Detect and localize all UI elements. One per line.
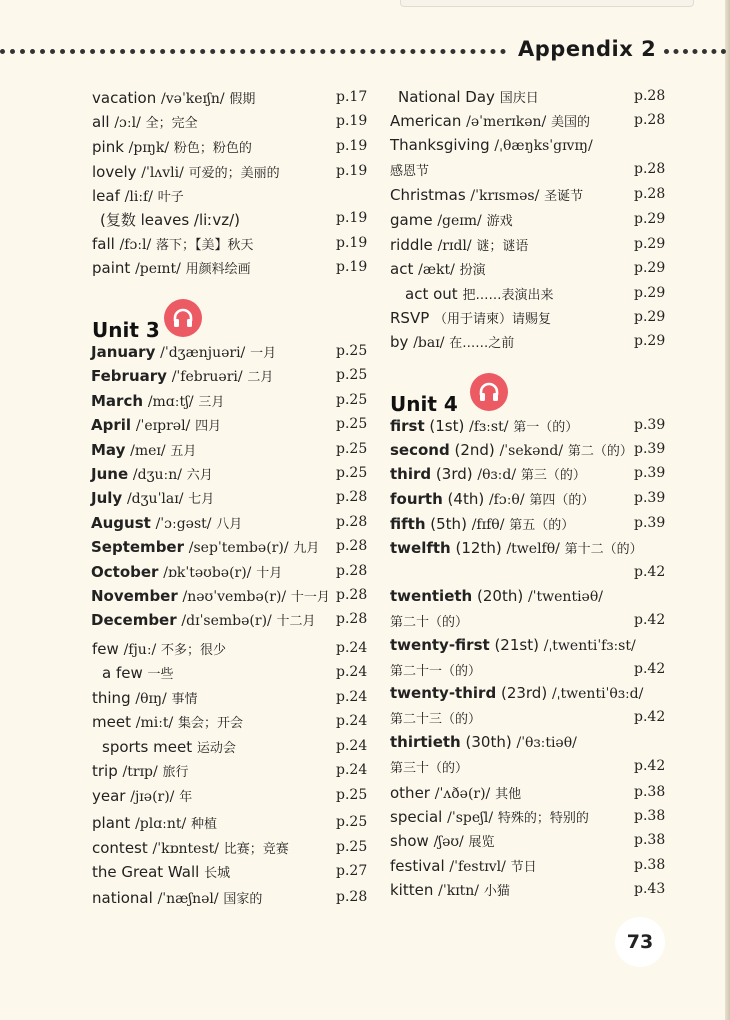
vocab-entry <box>102 737 236 756</box>
entry-pronunciation: /fɪfθ/ <box>471 517 505 533</box>
vocab-entry <box>390 611 468 630</box>
vocab-entry <box>92 258 251 277</box>
vocab-entry <box>91 366 273 385</box>
entry-word: National Day <box>398 88 495 106</box>
entry-word: August <box>91 514 151 532</box>
entry-chinese: 国家的 <box>223 892 263 907</box>
page-title: Appendix 2 <box>518 37 657 61</box>
vocab-entry <box>390 464 586 483</box>
entry-chinese: 长城 <box>204 866 231 881</box>
entry-chinese: 八月 <box>216 517 243 532</box>
vocab-entry <box>390 733 577 751</box>
entry-word: game <box>390 211 433 229</box>
entry-chinese: 感恩节 <box>390 164 430 179</box>
entry-word: February <box>91 367 167 385</box>
entry-chinese: 在……之前 <box>449 336 515 351</box>
entry-page-ref: p.28 <box>336 587 368 603</box>
entry-chinese: 运动会 <box>196 741 236 756</box>
entry-page-ref: p.38 <box>634 832 666 848</box>
entry-page-ref: p.19 <box>336 163 368 179</box>
vocab-entry <box>91 415 221 434</box>
entry-pronunciation: /ˈkrɪsməs/ <box>470 188 540 204</box>
entry-word: paint <box>92 259 131 277</box>
entry-page-ref: p.38 <box>634 857 666 873</box>
entry-page-ref: p.24 <box>336 738 368 754</box>
entry-pronunciation: /ˈlʌvli/ <box>141 165 184 181</box>
entry-chinese: 十月 <box>256 566 283 581</box>
entry-ordinal: (2nd) <box>454 441 495 459</box>
entry-word: twelfth <box>390 539 451 557</box>
vocab-entry <box>92 112 198 131</box>
entry-pronunciation: /twelfθ/ <box>506 541 560 557</box>
vocab-entry <box>390 708 481 727</box>
vocab-entry <box>390 684 643 702</box>
entry-pronunciation: /ˌθæŋksˈgɪvɪŋ/ <box>494 138 593 154</box>
vocab-entry <box>92 234 254 253</box>
vocab-entry <box>390 440 633 459</box>
entry-word: kitten <box>390 881 434 899</box>
entry-chinese: 不多；很少 <box>161 643 227 658</box>
vocab-entry <box>91 342 276 361</box>
entry-word: trip <box>92 762 118 780</box>
dotted-rule-right <box>664 49 726 54</box>
vocab-entry <box>390 332 514 351</box>
entry-page-ref: p.28 <box>634 112 666 128</box>
entry-pronunciation: /pɪŋk/ <box>128 140 170 156</box>
vocab-entry <box>390 160 429 179</box>
entry-page-ref: p.29 <box>634 333 666 349</box>
entry-chinese: 七月 <box>188 492 215 507</box>
entry-word: June <box>91 465 129 483</box>
entry-pronunciation: /ˈspeʃl/ <box>447 810 494 826</box>
entry-chinese: 叶子 <box>157 190 184 205</box>
entry-chinese: 第二十（的） <box>390 615 469 630</box>
entry-word: all <box>92 113 110 131</box>
vocab-entry <box>398 87 539 106</box>
vocab-entry <box>91 562 282 581</box>
vocab-entry <box>390 880 510 899</box>
vocab-entry <box>390 185 583 204</box>
entry-chinese: 种植 <box>191 817 218 832</box>
entry-chinese: 把……表演出来 <box>462 288 554 303</box>
entry-page-ref: p.42 <box>634 758 666 774</box>
entry-pronunciation: /rɪdl/ <box>437 238 472 254</box>
vocab-entry <box>100 209 240 230</box>
entry-chinese: 三月 <box>198 395 225 410</box>
vocab-entry <box>390 308 551 327</box>
entry-page-ref: p.19 <box>336 138 368 154</box>
entry-chinese: 用颜料绘画 <box>185 262 251 277</box>
entry-chinese: 美国的 <box>551 115 591 130</box>
entry-word: a few <box>102 664 143 682</box>
vocab-entry <box>390 111 590 130</box>
entry-chinese: 扮演 <box>459 263 486 278</box>
entry-pronunciation: /plɑːnt/ <box>135 816 187 832</box>
entry-chinese: 第二（的） <box>567 444 633 459</box>
entry-word: July <box>91 489 123 507</box>
entry-word: twenty-first <box>390 636 490 654</box>
entry-pronunciation: /ˈkɪtn/ <box>438 883 480 899</box>
vocab-entry <box>390 259 486 278</box>
entry-chinese: 旅行 <box>162 765 189 780</box>
entry-ordinal: (4th) <box>447 490 485 508</box>
entry-page-ref: p.25 <box>336 465 368 481</box>
entry-word: second <box>390 441 450 459</box>
entry-word: RSVP <box>390 309 430 327</box>
entry-chinese: 展览 <box>468 835 495 850</box>
entry-page-ref: p.28 <box>336 514 368 530</box>
entry-pronunciation: /fɜːst/ <box>469 419 509 435</box>
entry-page-ref: p.29 <box>634 236 666 252</box>
headphones-icon[interactable] <box>164 299 202 337</box>
entry-chinese: 第五（的） <box>509 518 575 533</box>
vocab-entry <box>390 660 481 679</box>
vocab-entry <box>390 514 574 533</box>
vocab-entry <box>91 537 319 556</box>
entry-word: twenty-third <box>390 684 497 702</box>
entry-page-ref: p.29 <box>634 285 666 301</box>
entry-word: May <box>91 441 126 459</box>
entry-word: pink <box>92 138 124 156</box>
entry-chinese: 国庆日 <box>499 91 539 106</box>
entry-pronunciation: /fɔːθ/ <box>488 492 525 508</box>
entry-word: third <box>390 465 432 483</box>
entry-chinese: 集会；开会 <box>178 716 244 731</box>
entry-page-ref: p.24 <box>336 689 368 705</box>
entry-word: act <box>390 260 414 278</box>
entry-chinese: 五月 <box>170 444 197 459</box>
entry-page-ref: p.19 <box>336 235 368 251</box>
entry-ordinal: (5th) <box>430 515 467 533</box>
entry-ordinal: (3rd) <box>435 465 473 483</box>
vocab-entry <box>92 786 192 805</box>
entry-pronunciation: /vəˈkeɪʃn/ <box>161 91 225 107</box>
entry-pronunciation: /ˈfestɪvl/ <box>449 859 506 875</box>
entry-chinese: 假期 <box>229 92 256 107</box>
entry-chinese: 游戏 <box>486 214 513 229</box>
entry-page-ref: p.27 <box>336 863 368 879</box>
vocab-entry <box>91 464 213 483</box>
entry-ordinal: (21st) <box>494 636 539 654</box>
entry-chinese: 二月 <box>247 370 274 385</box>
vocab-entry <box>390 831 495 850</box>
entry-word: by <box>390 333 409 351</box>
entry-word: sports meet <box>102 738 193 756</box>
entry-chinese: 节日 <box>510 860 537 875</box>
entry-ordinal: (23rd) <box>500 684 548 702</box>
page-number: 73 <box>615 917 665 967</box>
dotted-rule-left <box>0 49 506 54</box>
entry-chinese: 四月 <box>195 419 222 434</box>
entry-page-ref: p.28 <box>336 538 368 554</box>
entry-chinese: 其他 <box>495 787 522 802</box>
entry-word: fall <box>92 235 115 253</box>
entry-page-ref: p.28 <box>336 563 368 579</box>
entry-page-ref: p.25 <box>336 343 368 359</box>
entry-page-ref: p.24 <box>336 664 368 680</box>
entry-page-ref: p.24 <box>336 762 368 778</box>
entry-chinese: 第三（的） <box>520 468 586 483</box>
entry-ordinal: (1st) <box>429 417 465 435</box>
entry-pronunciation: /ˈɔːgəst/ <box>155 516 212 532</box>
entry-chinese: 事情 <box>171 692 198 707</box>
entry-word: lovely <box>92 163 137 181</box>
entry-ordinal: (20th) <box>477 587 524 605</box>
vocab-entry <box>390 489 594 508</box>
entry-word: leaf <box>92 187 120 205</box>
entry-page-ref: p.42 <box>634 612 666 628</box>
appendix-header <box>0 37 726 63</box>
entry-chinese: 谜；谜语 <box>476 239 529 254</box>
entry-word: American <box>390 112 462 130</box>
entry-page-ref: p.19 <box>336 210 368 226</box>
entry-page-ref: p.28 <box>336 489 368 505</box>
entry-page-ref: p.28 <box>634 88 666 104</box>
entry-page-ref: p.42 <box>634 564 666 580</box>
entry-page-ref: p.39 <box>634 515 666 531</box>
entry-page-ref: p.17 <box>336 89 368 105</box>
entry-pronunciation: /fjuː/ <box>123 642 157 658</box>
entry-chinese: 小猫 <box>483 884 510 899</box>
vocab-entry <box>390 636 636 654</box>
entry-word: September <box>91 538 184 556</box>
entry-pronunciation: /θɪŋ/ <box>135 691 167 707</box>
entry-chinese: 一些 <box>147 667 174 682</box>
entry-pronunciation: /ækt/ <box>418 262 455 278</box>
entry-word: thing <box>92 689 131 707</box>
entry-page-ref: p.19 <box>336 113 368 129</box>
entry-pronunciation: /θɜːd/ <box>477 467 517 483</box>
entry-word: show <box>390 832 429 850</box>
entry-ordinal: (12th) <box>455 539 502 557</box>
entry-word: national <box>92 889 153 907</box>
entry-pronunciation: /ˈnæʃnəl/ <box>157 891 219 907</box>
entry-word: few <box>92 640 119 658</box>
vocab-entry <box>92 838 289 857</box>
vocab-entry <box>92 88 255 107</box>
vocab-entry <box>92 888 262 907</box>
entry-word: Christmas <box>390 186 466 204</box>
entry-page-ref: p.42 <box>634 661 666 677</box>
entry-chinese: 落下；【美】秋天 <box>156 238 254 253</box>
entry-pronunciation: /fɔːl/ <box>119 237 152 253</box>
entry-chinese: 第十二（的） <box>564 542 643 557</box>
entry-chinese: 比赛；竞赛 <box>223 842 289 857</box>
vocab-entry <box>92 688 198 707</box>
entry-chinese: 第四（的） <box>529 493 595 508</box>
vocab-entry <box>390 416 578 435</box>
entry-page-ref: p.25 <box>336 441 368 457</box>
entry-word: vacation <box>92 89 157 107</box>
entry-page-ref: p.39 <box>634 441 666 457</box>
vocab-entry <box>91 513 242 532</box>
entry-chinese: 九月 <box>293 541 320 556</box>
entry-word: twentieth <box>390 587 473 605</box>
entry-word: act out <box>405 285 458 303</box>
unit-3-title: Unit 3 <box>92 318 160 342</box>
entry-pronunciation: /jɪə(r)/ <box>130 789 175 805</box>
vocab-entry <box>92 639 226 658</box>
entry-chinese: 十二月 <box>276 614 316 629</box>
vocab-entry <box>91 488 214 507</box>
entry-ordinal: (30th) <box>465 733 512 751</box>
vocab-entry <box>92 162 280 181</box>
entry-word: meet <box>92 713 131 731</box>
vocab-entry <box>91 440 196 459</box>
vocab-entry <box>390 587 603 605</box>
entry-chinese: 第一（的） <box>513 420 579 435</box>
entry-chinese: 六月 <box>186 468 213 483</box>
entry-page-ref: p.29 <box>634 309 666 325</box>
entry-word: contest <box>92 839 148 857</box>
entry-chinese: 粉色；粉色的 <box>173 141 252 156</box>
entry-chinese: 第二十一（的） <box>390 664 482 679</box>
entry-page-ref: p.25 <box>336 416 368 432</box>
entry-page-ref: p.39 <box>634 417 666 433</box>
entry-word: November <box>91 587 178 605</box>
entry-word: January <box>91 343 156 361</box>
entry-page-ref: p.25 <box>336 392 368 408</box>
entry-pronunciation: /sepˈtembə(r)/ <box>188 540 289 556</box>
entry-pronunciation: /liːf/ <box>124 189 153 205</box>
entry-chinese: 第三十（的） <box>390 761 469 776</box>
entry-word: (复数 leaves /liːvz/) <box>100 211 240 229</box>
entry-pronunciation: /dʒuːn/ <box>132 467 182 483</box>
entry-pronunciation: /ˈfebruəri/ <box>171 369 243 385</box>
vocab-entry <box>92 761 189 780</box>
unit-4-title: Unit 4 <box>390 392 458 416</box>
entry-page-ref: p.24 <box>336 713 368 729</box>
entry-pronunciation: /baɪ/ <box>413 335 445 351</box>
entry-page-ref: p.28 <box>336 889 368 905</box>
entry-pronunciation: /ʃəʊ/ <box>433 834 464 850</box>
entry-page-ref: p.25 <box>336 839 368 855</box>
entry-pronunciation: /ɒkˈtəʊbə(r)/ <box>163 565 252 581</box>
entry-page-ref: p.19 <box>336 259 368 275</box>
entry-chinese: 全；完全 <box>145 116 198 131</box>
entry-page-ref: p.39 <box>634 490 666 506</box>
vocab-entry <box>91 610 316 629</box>
vocab-entry <box>390 856 537 875</box>
top-tab <box>400 0 694 7</box>
entry-chinese: 可爱的；美丽的 <box>188 166 280 181</box>
vocab-entry <box>405 284 553 303</box>
vocab-entry <box>92 137 252 156</box>
vocab-entry <box>92 813 217 832</box>
vocab-entry <box>92 712 243 731</box>
entry-page-ref: p.39 <box>634 465 666 481</box>
entry-chinese: 十一月 <box>290 590 330 605</box>
entry-word: first <box>390 417 425 435</box>
entry-pronunciation: /ˈkɒntest/ <box>152 841 219 857</box>
entry-page-ref: p.25 <box>336 367 368 383</box>
vocab-entry <box>92 862 230 881</box>
entry-pronunciation: /nəʊˈvembə(r)/ <box>182 589 287 605</box>
vocab-entry <box>390 783 521 802</box>
entry-chinese: 圣诞节 <box>544 189 584 204</box>
entry-page-ref: p.43 <box>634 881 666 897</box>
entry-pronunciation: /peɪnt/ <box>135 261 181 277</box>
vocab-entry <box>390 210 513 229</box>
entry-pronunciation: /ˈsekənd/ <box>499 443 564 459</box>
vocab-entry <box>91 391 224 410</box>
entry-chinese: 特殊的；特别的 <box>497 811 589 826</box>
vocab-entry <box>92 186 184 205</box>
entry-pronunciation: /əˈmerɪkən/ <box>466 114 547 130</box>
vocab-entry <box>390 235 528 254</box>
entry-word: fifth <box>390 515 426 533</box>
entry-page-ref: p.28 <box>634 161 666 177</box>
vocab-entry <box>102 663 174 682</box>
entry-pronunciation: /ˈʌðə(r)/ <box>434 786 491 802</box>
page-edge <box>725 0 730 1020</box>
entry-pronunciation: /miːt/ <box>135 715 174 731</box>
entry-page-ref: p.28 <box>336 611 368 627</box>
entry-pronunciation: /ˈtwentiəθ/ <box>527 589 603 605</box>
entry-pronunciation: /dɪˈsembə(r)/ <box>181 613 272 629</box>
entry-word: March <box>91 392 144 410</box>
entry-pronunciation: /ˌtwentiˈθɜːd/ <box>551 686 644 702</box>
entry-chinese: 年 <box>179 790 193 805</box>
vocab-entry <box>390 807 589 826</box>
entry-pronunciation: /ˌtwentiˈfɜːst/ <box>543 638 636 654</box>
entry-pronunciation: /ɔːl/ <box>114 115 141 131</box>
entry-page-ref: p.38 <box>634 784 666 800</box>
entry-word: year <box>92 787 126 805</box>
entry-word: April <box>91 416 132 434</box>
entry-pronunciation: /trɪp/ <box>122 764 158 780</box>
entry-pronunciation: /ˈdʒænjuəri/ <box>160 345 246 361</box>
entry-pronunciation: /ˈeɪprəl/ <box>135 418 191 434</box>
entry-word: other <box>390 784 430 802</box>
entry-page-ref: p.29 <box>634 260 666 276</box>
entry-word: the Great Wall <box>92 863 200 881</box>
entry-word: thirtieth <box>390 733 461 751</box>
vocab-entry <box>390 757 468 776</box>
entry-page-ref: p.25 <box>336 814 368 830</box>
entry-pronunciation: /mɑːtʃ/ <box>147 394 194 410</box>
headphones-icon[interactable] <box>470 373 508 411</box>
entry-word: riddle <box>390 236 433 254</box>
vocab-entry <box>390 136 593 154</box>
entry-chinese: 一月 <box>250 346 277 361</box>
entry-word: special <box>390 808 443 826</box>
entry-word: October <box>91 563 159 581</box>
entry-page-ref: p.29 <box>634 211 666 227</box>
entry-pronunciation: /geɪm/ <box>437 213 482 229</box>
entry-page-ref: p.28 <box>634 186 666 202</box>
entry-pronunciation: /meɪ/ <box>130 443 166 459</box>
vocab-entry <box>390 538 643 557</box>
entry-word: Thanksgiving <box>390 136 490 154</box>
entry-word: December <box>91 611 177 629</box>
entry-page-ref: p.25 <box>336 787 368 803</box>
entry-pronunciation: /dʒuˈlaɪ/ <box>126 491 184 507</box>
entry-chinese: （用于请柬）请赐复 <box>434 312 552 327</box>
entry-page-ref: p.38 <box>634 808 666 824</box>
entry-chinese: 第二十三（的） <box>390 712 482 727</box>
vocab-entry <box>91 586 330 605</box>
entry-page-ref: p.24 <box>336 640 368 656</box>
entry-word: festival <box>390 857 445 875</box>
entry-word: plant <box>92 814 131 832</box>
entry-word: fourth <box>390 490 443 508</box>
entry-pronunciation: /ˈθɜːtiəθ/ <box>516 735 577 751</box>
entry-page-ref: p.42 <box>634 709 666 725</box>
